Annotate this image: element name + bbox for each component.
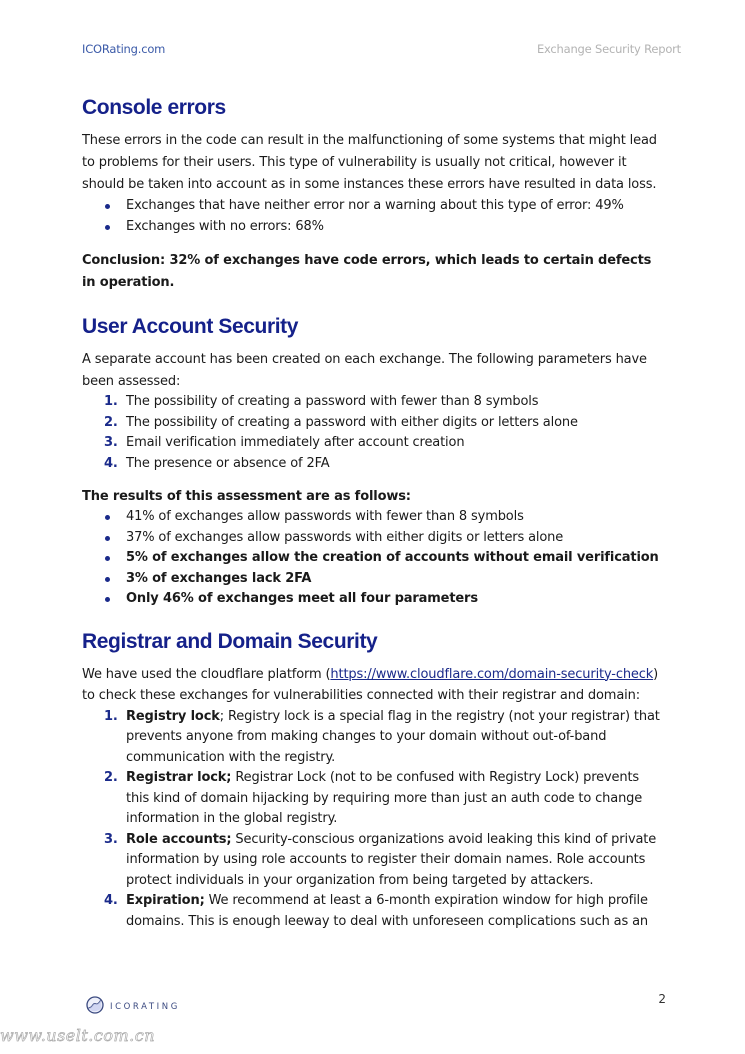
- list-number: 4.: [104, 893, 118, 908]
- page-content: [82, 92, 662, 932]
- list-item: [82, 528, 662, 549]
- list-item: [82, 392, 662, 413]
- section-title-user-account-security: User Account Security: [82, 315, 299, 338]
- list-item: [82, 891, 662, 932]
- list-number: 2.: [104, 770, 118, 785]
- list-item: [82, 196, 662, 217]
- list-item-text: 3% of exchanges lack 2FA: [126, 570, 312, 586]
- list-item: [82, 548, 662, 569]
- item-term: Registry lock: [126, 708, 220, 724]
- list-item: [82, 707, 662, 769]
- bullet-icon: [105, 515, 110, 520]
- section-title-console-errors: Console errors: [82, 96, 226, 119]
- list-number: 3.: [104, 435, 118, 450]
- list-item: [82, 569, 662, 590]
- intro-text: We have used the cloudflare platform (: [82, 666, 331, 682]
- bullet-icon: [105, 597, 110, 602]
- bullet-icon: [105, 577, 110, 582]
- account-parameters-list: [82, 392, 662, 474]
- registrar-items-list: [82, 707, 662, 933]
- item-description: Registry lock is a special flag in the registry (not your registrar) that prevents anyone from making changes to your domain without out-of-band communication with the registry.: [126, 708, 660, 765]
- item-term: Registrar lock;: [126, 770, 232, 785]
- bullet-icon: [105, 556, 110, 561]
- list-item-text: 41% of exchanges allow passwords with fewer than 8 symbols: [126, 509, 524, 524]
- list-number: 1.: [104, 394, 118, 409]
- list-item-text: Exchanges that have neither error nor a warning about this type of error: 49%: [126, 198, 624, 213]
- cloudflare-link[interactable]: https://www.cloudflare.com/domain-security-check: [330, 666, 654, 682]
- list-number: 2.: [104, 414, 118, 430]
- account-results-list: [82, 507, 662, 610]
- header-report-title: Exchange Security Report: [536, 42, 681, 56]
- bullet-icon: [105, 536, 110, 541]
- console-conclusion: Conclusion: 32% of exchanges have code errors, which leads to certain defects in operation.: [82, 253, 652, 290]
- item-description: Security-conscious organizations avoid leaking this kind of private information by using role accounts to register their domain names. Role accounts protect individuals in your organization from being targeted by attackers.: [126, 831, 657, 888]
- list-number: 4.: [104, 455, 118, 471]
- list-item: [82, 454, 662, 475]
- header-site-name: ICORating.com: [82, 42, 166, 56]
- item-description: Registrar Lock (not to be confused with Registry Lock) prevents this kind of domain hijacking by requiring more than just an auth code to change information in the global registry.: [126, 770, 643, 826]
- list-item-text: Exchanges with no errors: 68%: [126, 218, 324, 234]
- list-item: [82, 507, 662, 528]
- watermark: www.uselt.com.cn: [0, 1026, 156, 1045]
- item-sep: ;: [219, 708, 224, 724]
- list-item: [82, 217, 662, 238]
- item-term: Role accounts;: [126, 831, 232, 847]
- registrar-intro: [82, 664, 662, 707]
- intro-text: ) to check these exchanges for vulnerabilities connected with their registrar and domain:: [82, 666, 659, 703]
- footer-logo: [86, 996, 180, 1018]
- list-number: 3.: [104, 831, 118, 847]
- item-term: Expiration;: [126, 893, 205, 908]
- list-item-text: The possibility of creating a password with either digits or letters alone: [126, 414, 578, 430]
- bullet-icon: [105, 204, 110, 209]
- list-item-text: 5% of exchanges allow the creation of accounts without email verification: [126, 550, 659, 565]
- list-item-text: The presence or absence of 2FA: [126, 455, 330, 471]
- section-title-registrar-domain-security: Registrar and Domain Security: [82, 629, 378, 653]
- list-item: [82, 768, 662, 830]
- list-item: [82, 589, 662, 610]
- list-item-text: Email verification immediately after account creation: [126, 435, 465, 450]
- footer-logo-text: ICORATING: [110, 1002, 180, 1012]
- account-intro: A separate account has been created on each exchange. The following parameters have been assessed:: [82, 352, 647, 389]
- bullet-icon: [105, 225, 110, 230]
- list-item-text: Only 46% of exchanges meet all four parameters: [126, 591, 478, 606]
- list-item: [82, 433, 662, 454]
- list-item-text: 37% of exchanges allow passwords with either digits or letters alone: [126, 529, 564, 545]
- page-number: 2: [658, 992, 666, 1006]
- list-number: 1.: [104, 708, 118, 724]
- item-description: We recommend at least a 6-month expiration window for high profile domains. This is enough leeway to deal with unforeseen complications such as an: [126, 893, 649, 929]
- list-item-text: The possibility of creating a password with fewer than 8 symbols: [126, 394, 539, 409]
- results-heading: The results of this assessment are as follows:: [82, 489, 411, 504]
- list-item: [82, 413, 662, 434]
- console-bullets: [82, 196, 662, 237]
- console-intro: These errors in the code can result in the malfunctioning of some systems that might lead to problems for their users. This type of vulnerability is usually not critical, however it should be taken into account as in some instances these errors have resulted in data loss.: [82, 133, 657, 192]
- list-item: [82, 830, 662, 892]
- icorating-logo-icon: [86, 996, 104, 1018]
